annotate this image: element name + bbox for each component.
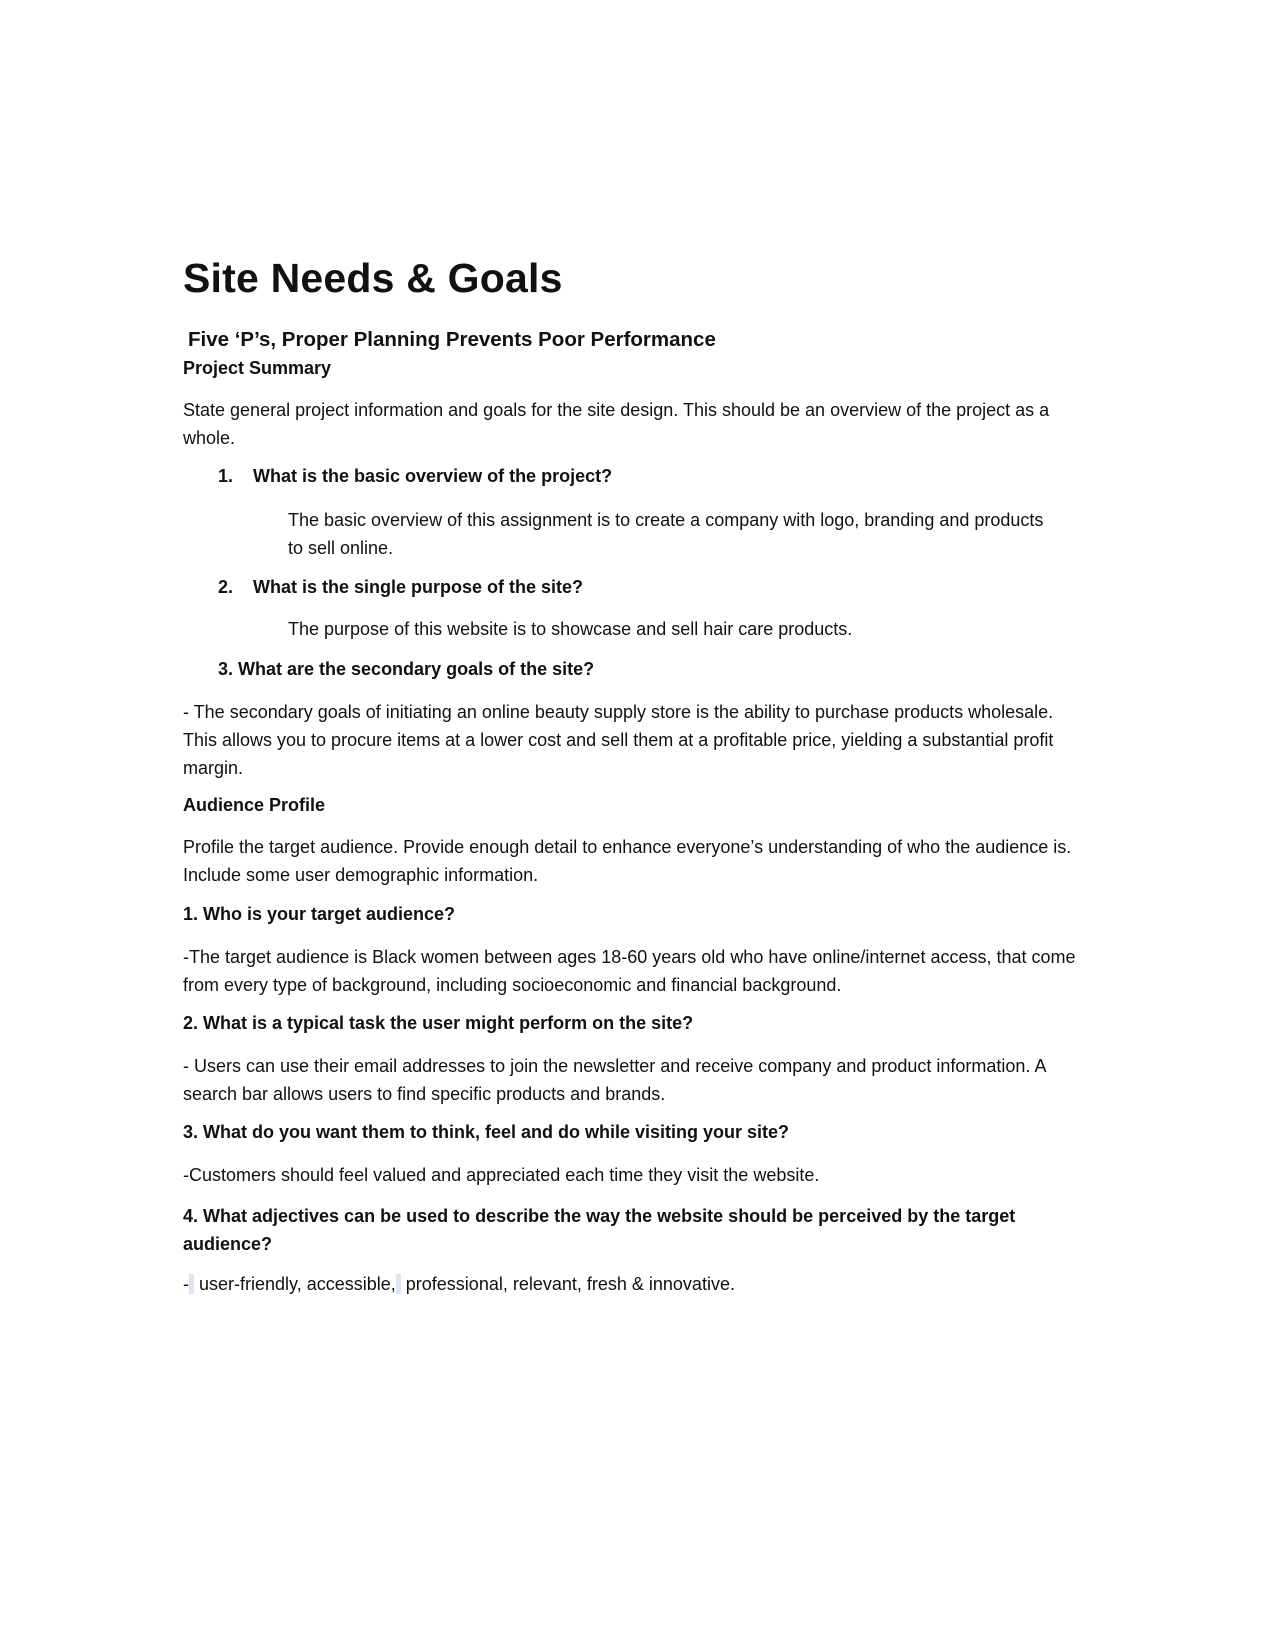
page-title: Site Needs & Goals	[183, 255, 563, 301]
audience-answer-1: -The target audience is Black women between ages 18-60 years old who have online/internet access, that come from every type of background, including socioeconomic and financial background.	[183, 947, 1076, 995]
audience-profile-intro: Profile the target audience. Provide enough detail to enhance everyone’s understanding of who the audience is. Include some user demographic information.	[183, 837, 1072, 885]
answer-part-1: user-friendly, accessible,	[194, 1274, 396, 1294]
question-number: 1.	[218, 466, 234, 486]
project-question-3: 3. What are the secondary goals of the site?	[218, 659, 595, 679]
audience-profile-heading: Audience Profile	[183, 795, 326, 815]
page-subtitle: Five ‘P’s, Proper Planning Prevents Poor Performance	[188, 328, 716, 351]
project-question-2	[218, 577, 583, 598]
project-question-1	[218, 466, 612, 487]
question-text: What is the basic overview of the project?	[253, 466, 613, 486]
project-answer-3: - The secondary goals of initiating an online beauty supply store is the ability to purchase products wholesale. This allows you to procure items at a lower cost and sell them at a profitable price, yielding a substantial profit margin.	[183, 702, 1054, 778]
project-summary-heading: Project Summary	[183, 358, 332, 378]
question-number: 2.	[218, 577, 234, 597]
project-summary-intro: State general project information and goals for the site design. This should be an overview of the project as a whole.	[183, 400, 1050, 448]
audience-answer-4	[183, 1270, 1088, 1298]
question-text: What is the single purpose of the site?	[253, 577, 584, 597]
audience-question-3: 3. What do you want them to think, feel and do while visiting your site?	[183, 1122, 790, 1142]
audience-answer-2: - Users can use their email addresses to join the newsletter and receive company and product information. A search bar allows users to find specific products and brands.	[183, 1056, 1046, 1104]
document-page	[183, 0, 1093, 1650]
answer-dash: -	[183, 1274, 189, 1294]
audience-answer-3: -Customers should feel valued and appreciated each time they visit the website.	[183, 1165, 820, 1185]
audience-question-4: 4. What adjectives can be used to describe the way the website should be perceived by the target audience?	[183, 1206, 1016, 1254]
audience-question-1: 1. Who is your target audience?	[183, 904, 456, 924]
audience-question-2: 2. What is a typical task the user might perform on the site?	[183, 1013, 694, 1033]
answer-part-2: professional, relevant, fresh & innovative.	[400, 1274, 735, 1294]
project-answer-2: The purpose of this website is to showcase and sell hair care products.	[288, 619, 853, 639]
project-answer-1: The basic overview of this assignment is to create a company with logo, branding and products to sell online.	[288, 510, 1044, 558]
